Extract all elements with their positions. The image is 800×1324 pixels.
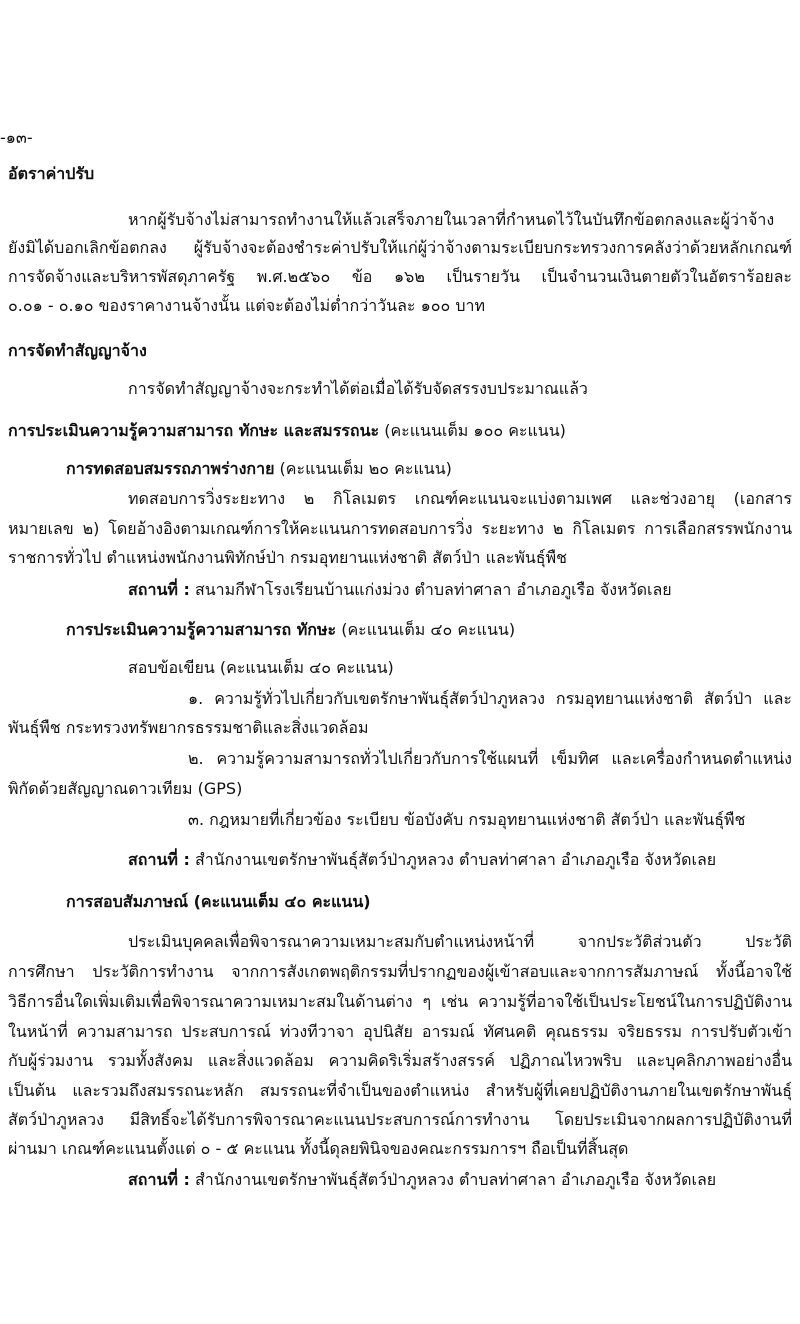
interview-location	[128, 1172, 716, 1188]
knowledge-item-2-cont: พิกัดด้วยสัญญาณดาวเทียม (GPS)	[8, 779, 243, 798]
knowledge-heading-bold: การประเมินความรู้ความสามารถ ทักษะ	[66, 620, 337, 639]
fine-line: ยังมิได้บอกเลิกข้อตกลง ผู้รับจ้างจะต้องชำระค่าปรับให้แก่ผู้ว่าจ้างตามระเบียบกระทรวงการคลังว่าด้วยหลักเกณฑ์	[8, 238, 792, 257]
interview-line: สัตว์ป่าภูหลวง มีสิทธิ์จะได้รับการพิจารณาคะแนนประสบการณ์การทำงาน โดยประเมินจากผลการปฏิบัติงานที่	[8, 1110, 792, 1129]
interview-heading: การสอบสัมภาษณ์ (คะแนนเต็ม ๔๐ คะแนน)	[66, 892, 371, 911]
knowledge-location	[128, 852, 716, 868]
knowledge-item-1-cont: พันธุ์พืช กระทรวงทรัพยากรธรรมชาติและสิ่งแวดล้อม	[8, 718, 369, 737]
fine-line: การจัดจ้างและบริหารพัสดุภาครัฐ พ.ศ.๒๕๖๐ ข้อ ๑๖๒ เป็นรายวัน เป็นจำนวนเงินตายตัวในอัตราร้อยละ	[8, 267, 792, 286]
knowledge-heading	[66, 622, 515, 638]
location-text: สนามกีฬาโรงเรียนบ้านแก่งม่วง ตำบลท่าศาลา อำเภอภูเรือ จังหวัดเลย	[189, 580, 672, 599]
knowledge-item-2: ๒. ความรู้ความสามารถทั่วไปเกี่ยวกับการใช้แผนที่ เข็มทิศ และเครื่องกำหนดตำแหน่ง	[188, 749, 792, 768]
evaluation-heading-bold: การประเมินความรู้ความสามารถ ทักษะ และสมรรถนะ	[8, 421, 380, 440]
fine-line: หากผู้รับจ้างไม่สามารถทำงานให้แล้วเสร็จภายในเวลาที่กำหนดไว้ในบันทึกข้อตกลงและผู้ว่าจ้าง	[128, 210, 775, 229]
location-label: สถานที่ :	[128, 850, 190, 869]
physical-line: ทดสอบการวิ่งระยะทาง ๒ กิโลเมตร เกณฑ์คะแนนจะแบ่งตามเพศ และช่วงอายุ (เอกสาร	[128, 489, 792, 508]
physical-location	[128, 582, 672, 598]
evaluation-heading	[8, 423, 566, 439]
location-label: สถานที่ :	[128, 580, 190, 599]
knowledge-heading-score: (คะแนนเต็ม ๔๐ คะแนน)	[336, 620, 516, 639]
interview-line: เป็นต้น และรวมถึงสมรรถนะหลัก สมรรถนะที่จำเป็นของตำแหน่ง สำหรับผู้ที่เคยปฏิบัติงานภายในเขตรักษาพันธุ์	[8, 1081, 792, 1100]
physical-heading	[66, 461, 452, 477]
interview-line: ประเมินบุคคลเพื่อพิจารณาความเหมาะสมกับตำแหน่งหน้าที่ จากประวัติส่วนตัว ประวัติ	[128, 932, 792, 951]
contract-heading: การจัดทำสัญญาจ้าง	[8, 341, 147, 360]
knowledge-item-3: ๓. กฎหมายที่เกี่ยวข้อง ระเบียบ ข้อบังคับ กรมอุทยานแห่งชาติ สัตว์ป่า และพันธุ์พืช	[188, 810, 746, 829]
contract-text: การจัดทำสัญญาจ้างจะกระทำได้ต่อเมื่อได้รับจัดสรรงบประมาณแล้ว	[128, 379, 588, 398]
interview-line: กับผู้ร่วมงาน รวมทั้งสังคม และสิ่งแวดล้อม ความคิดริเริ่มสร้างสรรค์ ปฏิภาณไหวพริบ และบุคลิกภาพอย่างอื่น	[8, 1051, 792, 1070]
fine-heading: อัตราค่าปรับ	[8, 164, 95, 183]
physical-line: หมายเลข ๒) โดยอ้างอิงตามเกณฑ์การให้คะแนนการทดสอบการวิ่ง ระยะทาง ๒ กิโลเมตร การเลือกสรรพนักงาน	[8, 519, 792, 538]
location-text: สำนักงานเขตรักษาพันธุ์สัตว์ป่าภูหลวง ตำบลท่าศาลา อำเภอภูเรือ จังหวัดเลย	[189, 850, 717, 869]
interview-line: การศึกษา ประวัติการทำงาน จากการสังเกตพฤติกรรมที่ปรากฏของผู้เข้าสอบและจากการสัมภาษณ์ ทั้งนี้อาจใช้	[8, 962, 792, 981]
page-number: -๑๓-	[0, 128, 33, 147]
written-exam-line: สอบข้อเขียน (คะแนนเต็ม ๔๐ คะแนน)	[128, 658, 394, 677]
physical-heading-score: (คะแนนเต็ม ๒๐ คะแนน)	[274, 459, 452, 478]
location-label: สถานที่ :	[128, 1170, 190, 1189]
evaluation-heading-score: (คะแนนเต็ม ๑๐๐ คะแนน)	[379, 421, 566, 440]
physical-heading-bold: การทดสอบสมรรถภาพร่างกาย	[66, 459, 275, 478]
knowledge-item-1: ๑. ความรู้ทั่วไปเกี่ยวกับเขตรักษาพันธุ์สัตว์ป่าภูหลวง กรมอุทยานแห่งชาติ สัตว์ป่า และ	[188, 689, 792, 708]
location-text: สำนักงานเขตรักษาพันธุ์สัตว์ป่าภูหลวง ตำบลท่าศาลา อำเภอภูเรือ จังหวัดเลย	[189, 1170, 717, 1189]
interview-line: วิธีการอื่นใดเพิ่มเติมเพื่อพิจารณาความเหมาะสมในด้านต่าง ๆ เช่น ความรู้ที่อาจใช้เป็นประโยชน์ในการปฏิบัติงาน	[8, 992, 792, 1011]
interview-line: ในหน้าที่ ความสามารถ ประสบการณ์ ท่วงทีวาจา อุปนิสัย อารมณ์ ทัศนคติ คุณธรรม จริยธรรม การปรับตัวเข้า	[8, 1022, 792, 1041]
physical-line: ราชการทั่วไป ตำแหน่งพนักงานพิทักษ์ป่า กรมอุทยานแห่งชาติ สัตว์ป่า และพันธุ์พืช	[8, 548, 567, 567]
fine-line: ๐.๐๑ - ๐.๑๐ ของราคางานจ้างนั้น แต่จะต้องไม่ต่ำกว่าวันละ ๑๐๐ บาท	[8, 296, 486, 315]
interview-line: ผ่านมา เกณฑ์คะแนนตั้งแต่ ๐ - ๕ คะแนน ทั้งนี้ดุลยพินิจของคณะกรรมการฯ ถือเป็นที่สิ้นสุด	[8, 1139, 629, 1158]
